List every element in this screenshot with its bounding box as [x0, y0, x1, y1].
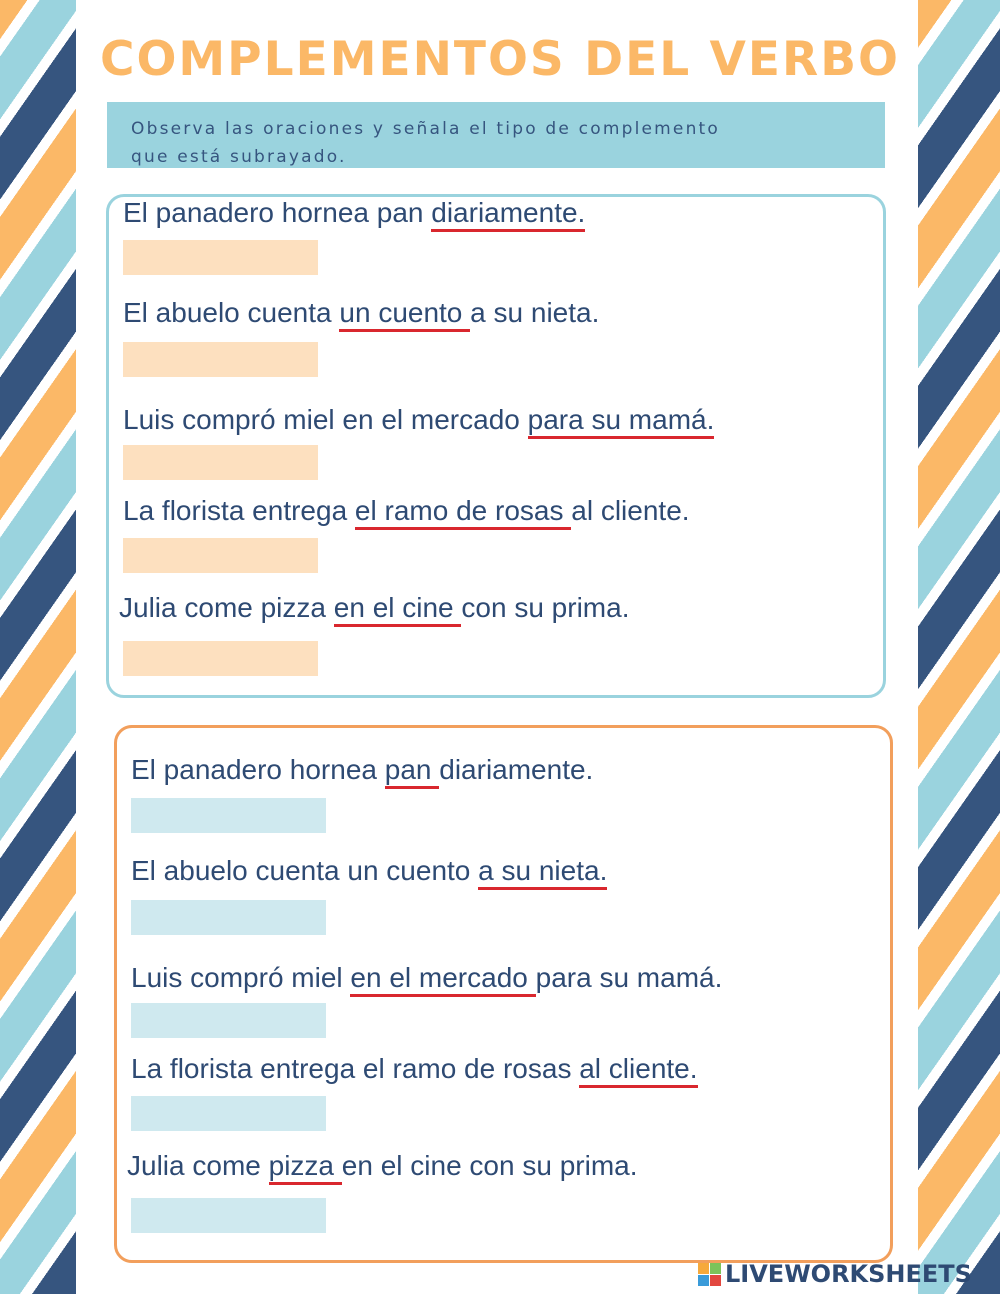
underlined-complement: para su mamá. — [528, 404, 715, 439]
instruction-line-2: que está subrayado. — [131, 147, 347, 167]
logo-tile — [698, 1275, 709, 1286]
sentence-orange-3 — [131, 962, 722, 994]
sentence-text: Luis compró miel — [131, 962, 351, 993]
sentence-orange-5 — [127, 1150, 638, 1182]
answer-field-blue-2[interactable] — [123, 342, 318, 377]
underlined-complement: a su nieta. — [478, 855, 607, 890]
logo-mark-icon — [698, 1263, 721, 1286]
sentence-blue-1 — [123, 197, 585, 229]
underlined-complement: un cuento — [339, 297, 470, 332]
underlined-complement: en el cine — [334, 592, 462, 627]
sentence-text: en el cine con su prima. — [341, 1150, 638, 1181]
sentence-orange-2 — [131, 855, 607, 887]
logo-tile — [698, 1263, 709, 1274]
decorative-stripes-right — [918, 0, 1000, 1294]
underlined-complement: pizza — [269, 1150, 342, 1185]
sentence-text: Julia come — [127, 1150, 269, 1181]
sentence-text: El panadero hornea pan — [123, 197, 432, 228]
sentence-blue-3 — [123, 404, 714, 436]
answer-field-orange-3[interactable] — [131, 1003, 326, 1038]
sentence-text: para su mamá. — [535, 962, 723, 993]
sentence-text: El panadero hornea — [131, 754, 385, 785]
sentence-text: con su prima. — [461, 592, 630, 623]
underlined-complement: el ramo de rosas — [355, 495, 571, 530]
sentence-text: La florista entrega el ramo de rosas — [131, 1053, 580, 1084]
logo-tile — [710, 1263, 721, 1274]
liveworksheets-logo — [698, 1260, 972, 1288]
sentence-text: El abuelo cuenta — [123, 297, 340, 328]
sentence-blue-2 — [123, 297, 599, 329]
sentence-text: La florista entrega — [123, 495, 355, 526]
answer-field-blue-4[interactable] — [123, 538, 318, 573]
answer-field-blue-5[interactable] — [123, 641, 318, 676]
sentence-text: a su nieta. — [470, 297, 600, 328]
decorative-stripes-left — [0, 0, 76, 1294]
page-title: COMPLEMENTOS DEL VERBO — [99, 32, 901, 87]
sentence-text: al cliente. — [571, 495, 690, 526]
sentence-orange-1 — [131, 754, 593, 786]
underlined-complement: al cliente. — [579, 1053, 697, 1088]
answer-field-blue-1[interactable] — [123, 240, 318, 275]
sentence-text: El abuelo cuenta un cuento — [131, 855, 479, 886]
sentence-orange-4 — [131, 1053, 698, 1085]
answer-field-orange-5[interactable] — [131, 1198, 326, 1233]
underlined-complement: pan — [385, 754, 440, 789]
sentence-blue-5 — [119, 592, 629, 624]
answer-field-orange-2[interactable] — [131, 900, 326, 935]
underlined-complement: diariamente. — [431, 197, 585, 232]
logo-tile — [710, 1275, 721, 1286]
logo-text: LIVEWORKSHEETS — [725, 1260, 972, 1288]
instruction-line-1: Observa las oraciones y señala el tipo de complemento — [131, 119, 721, 139]
answer-field-orange-1[interactable] — [131, 798, 326, 833]
sentence-text: Luis compró miel en el mercado — [123, 404, 528, 435]
instruction-banner — [107, 102, 885, 168]
sentence-text: Julia come pizza — [119, 592, 334, 623]
answer-field-blue-3[interactable] — [123, 445, 318, 480]
sentence-text: diariamente. — [439, 754, 594, 785]
underlined-complement: en el mercado — [350, 962, 535, 997]
sentence-blue-4 — [123, 495, 690, 527]
answer-field-orange-4[interactable] — [131, 1096, 326, 1131]
